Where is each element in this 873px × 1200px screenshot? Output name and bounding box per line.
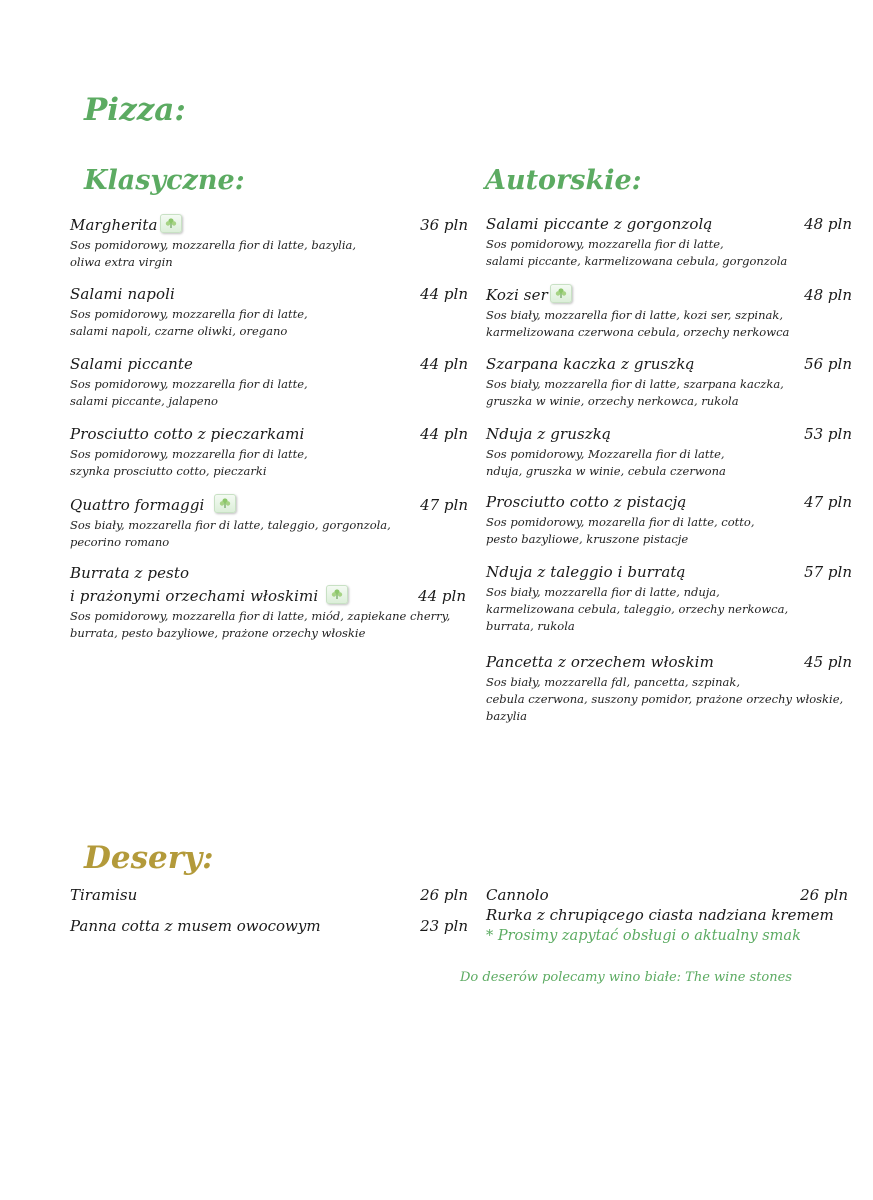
item-desc-line: bazylia xyxy=(486,709,527,723)
leaf-icon xyxy=(160,214,182,233)
menu-item xyxy=(70,284,468,340)
item-desc-line: burrata, rukola xyxy=(486,619,575,633)
dessert-price: 26 pln xyxy=(800,886,848,904)
menu-item xyxy=(486,424,852,480)
item-desc-line: szynka prosciutto cotto, pieczarki xyxy=(70,464,267,478)
dessert-item xyxy=(486,885,848,905)
item-name-line: i prażonymi orzechami włoskimi xyxy=(70,587,319,605)
menu-item xyxy=(70,424,468,480)
item-desc-line: Sos biały, mozzarella fdl, pancetta, szpinak, xyxy=(486,675,741,689)
item-desc-line: oliwa extra virgin xyxy=(70,255,173,269)
item-price: 57 pln xyxy=(804,563,852,581)
item-name: Kozi ser xyxy=(486,286,548,304)
menu-item xyxy=(486,652,852,725)
item-desc-line: burrata, pesto bazyliowe, prażone orzechy włoskie xyxy=(70,626,366,640)
item-name: Salami piccante z gorgonzolą xyxy=(486,215,713,233)
item-desc-line: pesto bazyliowe, kruszone pistacje xyxy=(486,532,689,546)
dessert-name: Tiramisu xyxy=(70,886,138,904)
item-name: Salami napoli xyxy=(70,285,175,303)
menu-item xyxy=(70,494,468,551)
item-desc-line: Sos pomidorowy, mozzarella fior di latte, xyxy=(70,377,308,391)
desery-right-column xyxy=(486,885,848,946)
flavor-note: * Prosimy zapytać obsługi o aktualny smak xyxy=(486,928,801,944)
menu-item xyxy=(70,354,468,410)
item-desc-line: Sos biały, mozzarella fior di latte, szarpana kaczka, xyxy=(486,377,784,391)
section-heading-autorskie: Autorskie: xyxy=(485,165,642,196)
item-desc-line: Sos biały, mozzarella fior di latte, kozi ser, szpinak, xyxy=(486,308,783,322)
section-heading-klasyczne: Klasyczne: xyxy=(84,165,245,196)
item-price: 44 pln xyxy=(418,587,466,605)
item-price: 56 pln xyxy=(804,355,852,373)
item-price: 47 pln xyxy=(420,496,468,514)
item-desc-line: Sos pomidorowy, mozzarella fior di latte, xyxy=(70,447,308,461)
item-price: 36 pln xyxy=(420,216,468,234)
item-name: Nduja z gruszką xyxy=(486,425,611,443)
item-desc-line: Sos pomidorowy, mozzarella fior di latte, bazylia, xyxy=(70,238,357,252)
menu-item xyxy=(486,492,852,548)
item-desc-line: gruszka w winie, orzechy nerkowca, rukola xyxy=(486,394,739,408)
item-price: 53 pln xyxy=(804,425,852,443)
item-name: Prosciutto cotto z pistacją xyxy=(486,493,687,511)
item-desc-line: Sos biały, mozzarella fior di latte, nduja, xyxy=(486,585,720,599)
item-desc-line: Sos pomidorowy, mozzarella fior di latte, xyxy=(486,237,724,251)
item-name: Nduja z taleggio i burratą xyxy=(486,563,686,581)
page-title: Pizza: xyxy=(84,92,186,128)
item-price: 47 pln xyxy=(804,493,852,511)
menu-item xyxy=(486,354,852,410)
item-name: Quattro formaggi xyxy=(70,496,205,514)
menu-item xyxy=(486,284,852,341)
item-desc-line: salami napoli, czarne oliwki, oregano xyxy=(70,324,288,338)
item-desc-line: nduja, gruszka w winie, cebula czerwona xyxy=(486,464,726,478)
menu-item xyxy=(486,214,852,270)
item-name: Salami piccante xyxy=(70,355,193,373)
item-desc-line: salami piccante, jalapeno xyxy=(70,394,218,408)
item-desc-line: pecorino romano xyxy=(70,535,170,549)
menu-item xyxy=(486,562,852,635)
item-price: 45 pln xyxy=(804,653,852,671)
dessert-desc: Rurka z chrupiącego ciasta nadziana kremem xyxy=(486,906,834,924)
section-heading-desery: Desery: xyxy=(84,840,214,876)
item-price: 48 pln xyxy=(804,215,852,233)
item-price: 48 pln xyxy=(804,286,852,304)
wine-recommendation: Do deserów polecamy wino białe: The wine stones xyxy=(460,970,792,985)
item-desc-line: karmelizowana czerwona cebula, orzechy nerkowca xyxy=(486,325,790,339)
dessert-name: Panna cotta z musem owocowym xyxy=(70,917,321,935)
leaf-icon xyxy=(214,494,236,513)
dessert-price: 23 pln xyxy=(420,917,468,935)
item-name: Prosciutto cotto z pieczarkami xyxy=(70,425,305,443)
item-desc-line: Sos biały, mozzarella fior di latte, taleggio, gorgonzola, xyxy=(70,518,391,532)
item-price: 44 pln xyxy=(420,355,468,373)
item-desc-line: cebula czerwona, suszony pomidor, prażone orzechy włoskie, xyxy=(486,692,844,706)
menu-item xyxy=(70,214,468,271)
item-name: Pancetta z orzechem włoskim xyxy=(486,653,714,671)
item-name: Szarpana kaczka z gruszką xyxy=(486,355,695,373)
item-price: 44 pln xyxy=(420,425,468,443)
dessert-item xyxy=(70,916,468,936)
item-desc-line: salami piccante, karmelizowana cebula, gorgonzola xyxy=(486,254,788,268)
dessert-price: 26 pln xyxy=(420,886,468,904)
leaf-icon xyxy=(550,284,572,303)
item-price: 44 pln xyxy=(420,285,468,303)
leaf-icon xyxy=(326,585,348,604)
item-desc-line: Sos pomidorowy, mozarella fior di latte, cotto, xyxy=(486,515,755,529)
item-desc-line: Sos pomidorowy, mozzarella fior di latte, miód, zapiekane cherry, xyxy=(70,609,451,623)
item-desc-line: Sos pomidorowy, mozzarella fior di latte, xyxy=(70,307,308,321)
dessert-name: Cannolo xyxy=(486,886,549,904)
item-desc-line: Sos pomidorowy, Mozzarella fior di latte, xyxy=(486,447,725,461)
item-desc-line: karmelizowana cebula, taleggio, orzechy nerkowca, xyxy=(486,602,789,616)
item-name-line: Burrata z pesto xyxy=(70,564,190,582)
dessert-item xyxy=(70,885,468,905)
item-name: Margherita xyxy=(70,216,158,234)
menu-item xyxy=(70,564,468,642)
